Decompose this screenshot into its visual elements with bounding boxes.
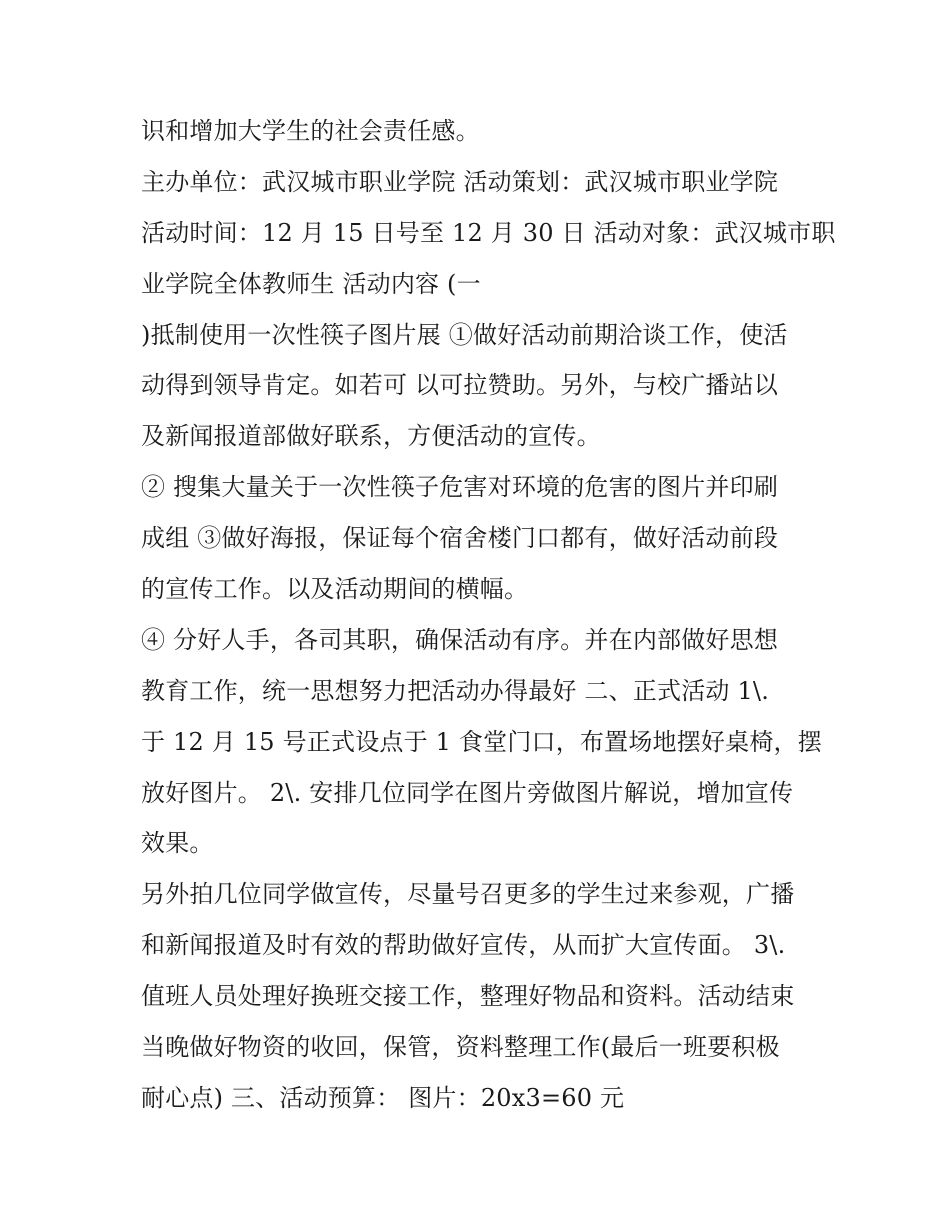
text-line: 另外拍几位同学做宣传，尽量号召更多的学生过来参观，广播 bbox=[141, 880, 795, 909]
text-line: 当晚做好物资的收回，保管，资料整理工作(最后一班要积极 bbox=[141, 1033, 780, 1062]
text-line: 放好图片。 2\. 安排几位同学在图片旁做图片解说，增加宣传 bbox=[141, 778, 794, 807]
text-line: 值班人员处理好换班交接工作，整理好物品和资料。活动结束 bbox=[141, 982, 795, 1011]
text-line: 成组 ③做好海报，保证每个宿舍楼门口都有，做好活动前段 bbox=[141, 524, 779, 553]
text-line: ② 搜集大量关于一次性筷子危害对环境的危害的图片并印刷 bbox=[141, 473, 779, 502]
text-line: 和新闻报道及时有效的帮助做好宣传，从而扩大宣传面。 3\. bbox=[141, 931, 786, 960]
text-line: 主办单位：武汉城市职业学院 活动策划：武汉城市职业学院 bbox=[141, 167, 779, 196]
text-line: 及新闻报道部做好联系，方便活动的宣传。 bbox=[141, 422, 601, 451]
text-line: 活动时间：12 月 15 日号至 12 月 30 日 活动对象：武汉城市职 bbox=[141, 218, 836, 247]
text-line: )抵制使用一次性筷子图片展 ①做好活动前期洽谈工作，使活 bbox=[141, 320, 788, 349]
document-body bbox=[141, 106, 836, 1124]
text-line: 耐心点) 三、活动预算： 图片：20x3=60 元 bbox=[141, 1083, 625, 1112]
text-line: 识和增加大学生的社会责任感。 bbox=[141, 117, 480, 145]
text-line: 动得到领导肯定。如若可 以可拉赞助。另外，与校广播站以 bbox=[141, 371, 779, 400]
text-line: 的宣传工作。以及活动期间的横幅。 bbox=[141, 575, 529, 604]
text-line: 于 12 月 15 号正式设点于 1 食堂门口，布置场地摆好桌椅，摆 bbox=[141, 727, 822, 756]
text-line: 教育工作，统一思想努力把活动办得最好 二、正式活动 1\. bbox=[141, 676, 770, 705]
text-line: 业学院全体教师生 活动内容 (一 bbox=[141, 269, 481, 298]
text-line: ④ 分好人手，各司其职，确保活动有序。并在内部做好思想 bbox=[141, 625, 779, 654]
text-line: 效果。 bbox=[141, 829, 214, 858]
